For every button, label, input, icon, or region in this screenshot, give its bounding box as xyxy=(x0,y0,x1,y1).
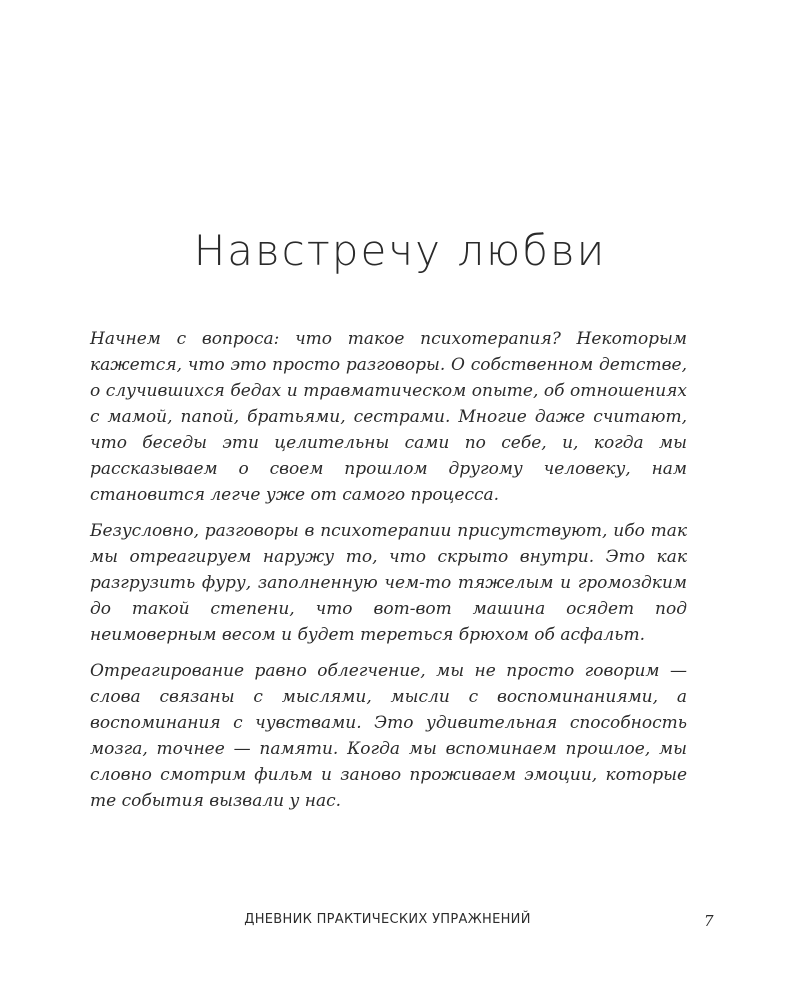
paragraph: Отреагирование равно облегчение, мы не просто говорим — слова связаны с мыслями, мысли с воспоминаниями, а воспоминания с чувствами. Это удивительная способность мозга, точнее — памяти. Когда мы вспоминаем прошлое, мы словно смотрим фильм и заново проживаем эмоции, которые те события вызвали у нас. xyxy=(90,661,687,811)
body-text xyxy=(90,326,687,824)
paragraph: Начнем с вопроса: что такое психотерапия? Некоторым кажется, что это просто разговоры. О собственном детстве, о случившихся бедах и травматическом опыте, об отношениях с мамой, папой, братьями, сестрами. Многие даже считают, что беседы эти целительны сами по себе, и, когда мы рассказываем о своем прошлом другому человеку, нам становится легче уже от самого процесса. xyxy=(90,329,687,505)
running-title: ДНЕВНИК ПРАКТИЧЕСКИХ УПРАЖНЕНИЙ xyxy=(244,912,531,927)
chapter-title: Навстречу любви xyxy=(193,226,607,275)
paragraph: Безусловно, разговоры в психотерапии присутствуют, ибо так мы отреагируем наружу то, что скрыто внутри. Это как разгрузить фуру, заполненную чем-то тяжелым и громоздким до такой степени, что вот-вот машина осядет под неимоверным весом и будет тереться брюхом об асфальт. xyxy=(90,521,687,645)
page-number: 7 xyxy=(704,912,714,930)
page-footer xyxy=(0,912,800,932)
